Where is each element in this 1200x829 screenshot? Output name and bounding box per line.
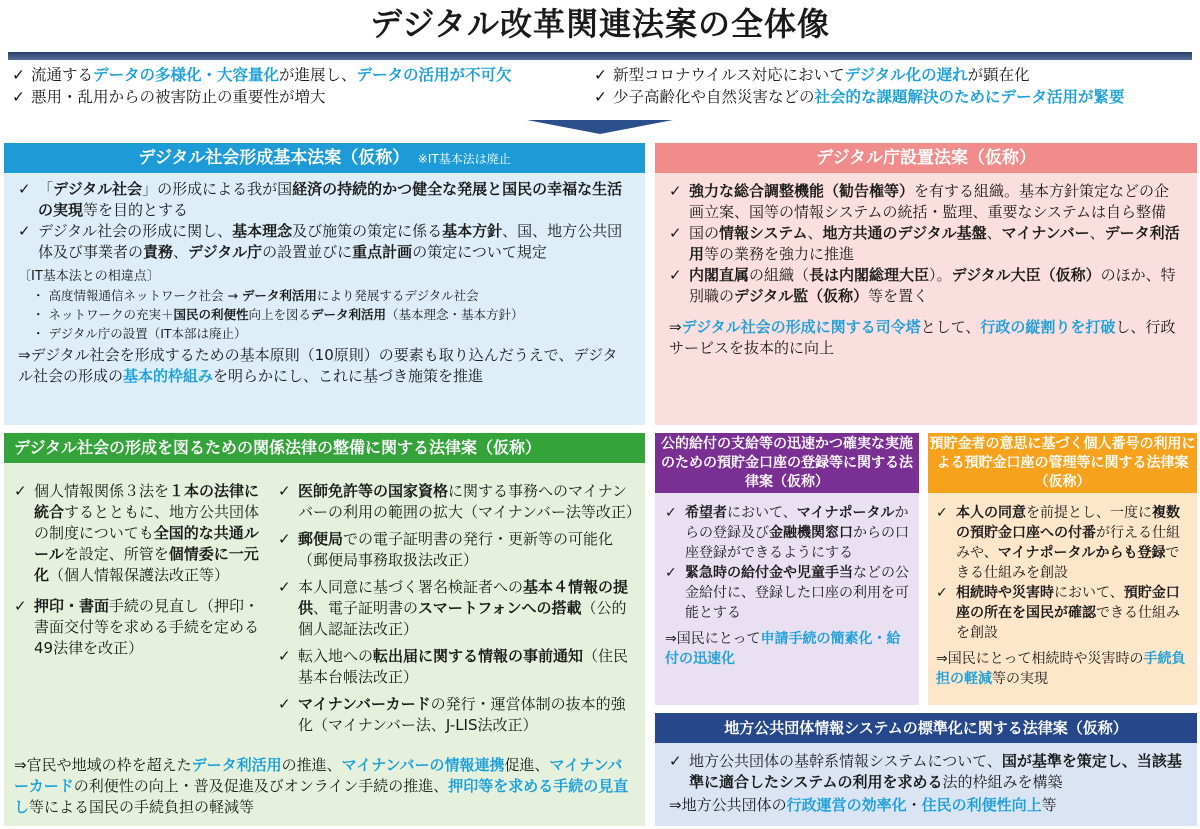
background-item: ✓ 悪用・乱用からの被害防止の重要性が増大 [12, 88, 326, 106]
check-icon: ✓ [669, 266, 682, 284]
related-laws-panel [4, 433, 645, 826]
check-icon: ✓ [594, 88, 607, 106]
difference-item: ・ ネットワークの充実＋国民の利便性向上を図るデータ利活用（基本理念・基本方針） [32, 307, 524, 322]
check-icon: ✓ [669, 182, 682, 200]
background-item: ✓ 流通するデータの多様化・大容量化が進展し、データの活用が不可欠 [12, 66, 512, 84]
check-icon: ✓ [594, 66, 607, 84]
conclusion-text: ⇒官民や地域の枠を超えたデータ利活用の推進、マイナンバーの情報連携促進、マイナンバーカードの利便性の向上・普及促進及びオンライン手続の推進、押印等を求める手続の見直し等による国民の手続負担の軽減等 [14, 756, 629, 816]
check-icon: ✓ [936, 505, 948, 521]
check-icon: ✓ [18, 180, 31, 198]
list-item: ✓ 郵便局での電子証明書の発行・更新等の可能化（郵便局事務取扱法改正） [278, 530, 614, 569]
differences-heading: 〔IT基本法との相違点〕 [18, 269, 160, 284]
check-icon: ✓ [278, 530, 291, 548]
conclusion-text: ⇒地方公共団体の行政運営の効率化・住民の利便性向上等 [669, 796, 1057, 814]
public-benefit-account-panel [655, 433, 919, 705]
list-item: ✓ 「デジタル社会」の形成による我が国経済の持続的かつ健全な発展と国民の幸福な生活の実現等を目的とする [18, 180, 623, 219]
check-icon: ✓ [278, 647, 291, 665]
list-item: ✓ 相続時や災害時において、預貯金口座の所在を国民が確認できる仕組みを創設 [936, 585, 1180, 641]
list-item: ✓ 緊急時の給付金や児童手当などの公金給付に、登録した口座の利用を可能とする [665, 565, 909, 621]
check-icon: ✓ [12, 66, 25, 84]
list-item: ✓ 希望者において、マイナポータルからの登録及び金融機関窓口からの口座登録ができるようにする [665, 505, 909, 561]
background-left-column [12, 64, 582, 108]
background-bullets [8, 64, 1192, 114]
list-item: ✓ 押印・書面手続の見直し（押印・書面交付等を求める手続を定める49法律を改正） [14, 597, 260, 657]
list-item: ✓ 地方公共団体の基幹系情報システムについて、国が基準を策定し、当該基準に適合したシステムの利用を求める法的枠組みを構築 [669, 752, 1182, 791]
check-icon: ✓ [14, 482, 27, 500]
list-item: ✓ 本人の同意を前提とし、一度に複数の預貯金口座への付番が行える仕組みや、マイナポータルからも登録できる仕組みを創設 [936, 505, 1180, 581]
public-benefit-account-header: 公的給付の支給等の迅速かつ確実な実施のための預貯金口座の登録等に関する法律案（仮称） [655, 433, 919, 493]
difference-item: ・ デジタル庁の設置（IT本部は廃止） [32, 326, 247, 341]
local-gov-system-panel [655, 713, 1197, 826]
check-icon: ✓ [278, 695, 291, 713]
related-laws-left-column [14, 481, 269, 665]
basic-law-panel [4, 143, 645, 425]
page-title: デジタル改革関連法案の全体像 [369, 5, 831, 43]
arrow-down-icon [527, 120, 673, 134]
check-icon: ✓ [12, 88, 25, 106]
list-item: ✓ 強力な総合調整機能（勧告権等）を有する組織。基本方針策定などの企画立案、国等の情報システムの統括・監理、重要なシステムは自ら整備 [669, 182, 1170, 221]
list-item: ✓ 国の情報システム、地方共通のデジタル基盤、マイナンバー、データ利活用等の業務を強力に推進 [669, 224, 1180, 263]
related-laws-right-column [278, 481, 641, 742]
conclusion-text: ⇒国民にとって申請手続の簡素化・給付の迅速化 [665, 631, 901, 667]
background-item: ✓ 新型コロナウイルス対応においてデジタル化の遅れが顕在化 [594, 66, 1030, 84]
list-item: ✓ 内閣直属の組織（長は内閣総理大臣）。デジタル大臣（仮称）のほか、特別職のデジタル監（仮称）等を置く [669, 266, 1176, 305]
deposit-account-panel [928, 433, 1197, 705]
check-icon: ✓ [278, 482, 291, 500]
local-gov-system-header: 地方公共団体情報システムの標準化に関する法律案（仮称） [655, 713, 1197, 743]
check-icon: ✓ [669, 224, 682, 242]
conclusion-text: ⇒国民にとって相続時や災害時の手続負担の軽減等の実現 [936, 651, 1186, 687]
title-divider [8, 52, 1192, 60]
list-item: ✓ デジタル社会の形成に関し、基本理念及び施策の策定に係る基本方針、国、地方公共団体及び事業者の責務、デジタル庁の設置並びに重点計画の策定について規定 [18, 222, 623, 261]
difference-item: ・ 高度情報通信ネットワーク社会 → データ利活用により発展するデジタル社会 [32, 288, 479, 303]
background-item: ✓ 少子高齢化や自然災害などの社会的な課題解決のためにデータ活用が緊要 [594, 88, 1125, 106]
list-item: ✓ 本人同意に基づく署名検証者への基本４情報の提供、電子証明書のスマートフォンへの搭載（公的個人認証法改正） [278, 578, 629, 638]
digital-agency-panel [655, 143, 1197, 425]
list-item: ✓ 医師免許等の国家資格に関する事務へのマイナンバーの利用の範囲の拡大（マイナンバー法等改正） [278, 482, 641, 521]
check-icon: ✓ [665, 565, 677, 581]
check-icon: ✓ [936, 585, 948, 601]
digital-agency-header: デジタル庁設置法案（仮称） [655, 143, 1197, 173]
check-icon: ✓ [18, 222, 31, 240]
deposit-account-header: 預貯金者の意思に基づく個人番号の利用による預貯金口座の管理等に関する法律案（仮称） [928, 433, 1197, 493]
conclusion-text: ⇒デジタル社会を形成するための基本原則（10原則）の要素も取り込んだうえで、デジタル社会の形成の基本的枠組みを明らかにし、これに基づき施策を推進 [18, 346, 618, 385]
list-item: ✓ 転入地への転出届に関する情報の事前通知（住民基本台帳法改正） [278, 647, 629, 686]
check-icon: ✓ [665, 505, 677, 521]
check-icon: ✓ [278, 578, 291, 596]
list-item: ✓ マイナンバーカードの発行・運営体制の抜本的強化（マイナンバー法、J-LIS法改正） [278, 695, 626, 734]
check-icon: ✓ [669, 752, 682, 770]
related-laws-header: デジタル社会の形成を図るための関係法律の整備に関する法律案（仮称） [4, 433, 645, 463]
check-icon: ✓ [14, 597, 27, 615]
list-item: ✓ 個人情報関係３法を１本の法律に統合するとともに、地方公共団体の制度についても全国的な共通ルールを設定、所管を個情委に一元化（個人情報保護法改正等） [14, 482, 260, 584]
basic-law-header: デジタル社会形成基本法案（仮称） ※IT基本法は廃止 [4, 143, 645, 173]
conclusion-text: ⇒デジタル社会の形成に関する司令塔として、行政の縦割りを打破し、行政サービスを抜本的に向上 [669, 318, 1176, 357]
background-right-column [594, 64, 1192, 108]
